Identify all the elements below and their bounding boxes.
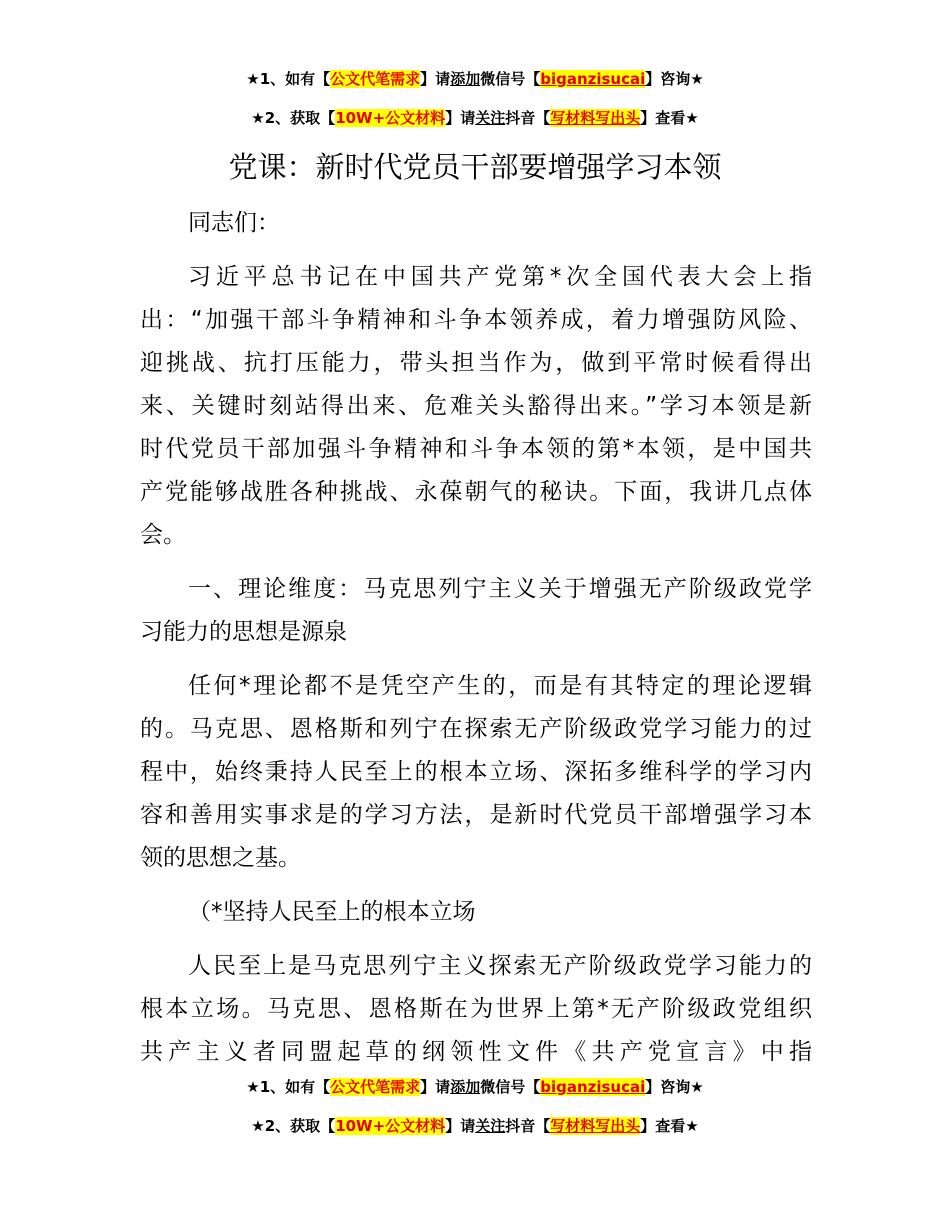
banner-highlight-service: 公文代笔需求 bbox=[330, 1078, 421, 1096]
banner-douyin-id: 写材料写出头 bbox=[550, 1117, 641, 1135]
banner-wechat-id: biganzisucai bbox=[540, 1078, 646, 1096]
paragraph-line: 的。马克思、恩格斯和列宁在探索无产阶级政党学习能力的过 bbox=[140, 716, 812, 742]
banner-douyin-id: 写材料写出头 bbox=[550, 109, 641, 127]
banner-text: 】请 bbox=[445, 109, 476, 127]
section-heading-1 bbox=[140, 568, 812, 654]
heading-line: 一、理论维度：马克思列宁主义关于增强无产阶级政党学 bbox=[188, 576, 812, 602]
banner-text: 微信号【 bbox=[480, 70, 541, 88]
banner-suffix: 】咨询★ bbox=[645, 1078, 704, 1096]
banner-highlight-materials: 10W+公文材料 bbox=[335, 1117, 446, 1135]
paragraph-line: 产党能够战胜各种挑战、永葆朝气的秘诀。下面，我讲几点体 bbox=[140, 479, 812, 505]
top-banner-line-2 bbox=[0, 107, 950, 129]
banner-suffix: 】查看★ bbox=[640, 1117, 699, 1135]
paragraph-line: 根本立场。马克思、恩格斯在为世界上第*无产阶级政党组织 bbox=[140, 996, 812, 1022]
banner-highlight-materials: 10W+公文材料 bbox=[335, 109, 446, 127]
paragraph-3 bbox=[140, 945, 812, 1074]
document-title: 党课：新时代党员干部要增强学习本领 bbox=[228, 150, 722, 184]
bottom-banner-line-1 bbox=[0, 1076, 950, 1098]
heading-line: 习能力的思想是源泉 bbox=[140, 619, 347, 645]
top-banner-line-1 bbox=[0, 68, 950, 90]
paragraph-1 bbox=[140, 256, 812, 557]
paragraph-line: 来、关键时刻站得出来、危难关头豁得出来。”学习本领是新 bbox=[140, 393, 812, 419]
paragraph-line: 会。 bbox=[140, 522, 186, 548]
paragraph-line: 程中，始终秉持人民至上的根本立场、深拓多维科学的学习内 bbox=[140, 759, 812, 785]
paragraph-line: 习近平总书记在中国共产党第*次全国代表大会上指 bbox=[188, 264, 812, 290]
banner-emphasis: 关注 bbox=[475, 1117, 506, 1135]
paragraph-line: 领的思想之基。 bbox=[140, 845, 301, 871]
bottom-banner-line-2 bbox=[0, 1115, 950, 1137]
banner-text: 】请 bbox=[445, 1117, 476, 1135]
salutation: 同志们： bbox=[188, 210, 280, 236]
subheading-1: （*坚持人民至上的根本立场 bbox=[188, 899, 476, 925]
banner-text: 抖音【 bbox=[505, 1117, 551, 1135]
banner-emphasis: 添加 bbox=[450, 70, 481, 88]
paragraph-line: 任何*理论都不是凭空产生的，而是有其特定的理论逻辑 bbox=[188, 673, 812, 699]
paragraph-line: 人民至上是马克思列宁主义探索无产阶级政党学习能力的 bbox=[188, 953, 812, 979]
banner-prefix: ★1、如有【 bbox=[246, 1078, 331, 1096]
banner-emphasis: 关注 bbox=[475, 109, 506, 127]
banner-suffix: 】咨询★ bbox=[645, 70, 704, 88]
document-body bbox=[140, 202, 812, 1074]
banner-prefix: ★1、如有【 bbox=[246, 70, 331, 88]
banner-suffix: 】查看★ bbox=[640, 109, 699, 127]
paragraph-line: 容和善用实事求是的学习方法，是新时代党员干部增强学习本 bbox=[140, 802, 812, 828]
banner-text: 】请 bbox=[420, 70, 451, 88]
banner-text: 微信号【 bbox=[480, 1078, 541, 1096]
banner-text: 】请 bbox=[420, 1078, 451, 1096]
paragraph-line: 出：“加强干部斗争精神和斗争本领养成，着力增强防风险、 bbox=[140, 307, 812, 333]
paragraph-line: 迎挑战、抗打压能力，带头担当作为，做到平常时候看得出 bbox=[140, 350, 812, 376]
banner-wechat-id: biganzisucai bbox=[540, 70, 646, 88]
paragraph-line: 共产主义者同盟起草的纲领性文件《共产党宣言》中指 bbox=[140, 1039, 812, 1065]
banner-highlight-service: 公文代笔需求 bbox=[330, 70, 421, 88]
paragraph-2 bbox=[140, 665, 812, 880]
paragraph-line: 时代党员干部加强斗争精神和斗争本领的第*本领，是中国共 bbox=[140, 436, 812, 462]
banner-prefix: ★2、获取【 bbox=[251, 109, 336, 127]
banner-prefix: ★2、获取【 bbox=[251, 1117, 336, 1135]
banner-emphasis: 添加 bbox=[450, 1078, 481, 1096]
banner-text: 抖音【 bbox=[505, 109, 551, 127]
